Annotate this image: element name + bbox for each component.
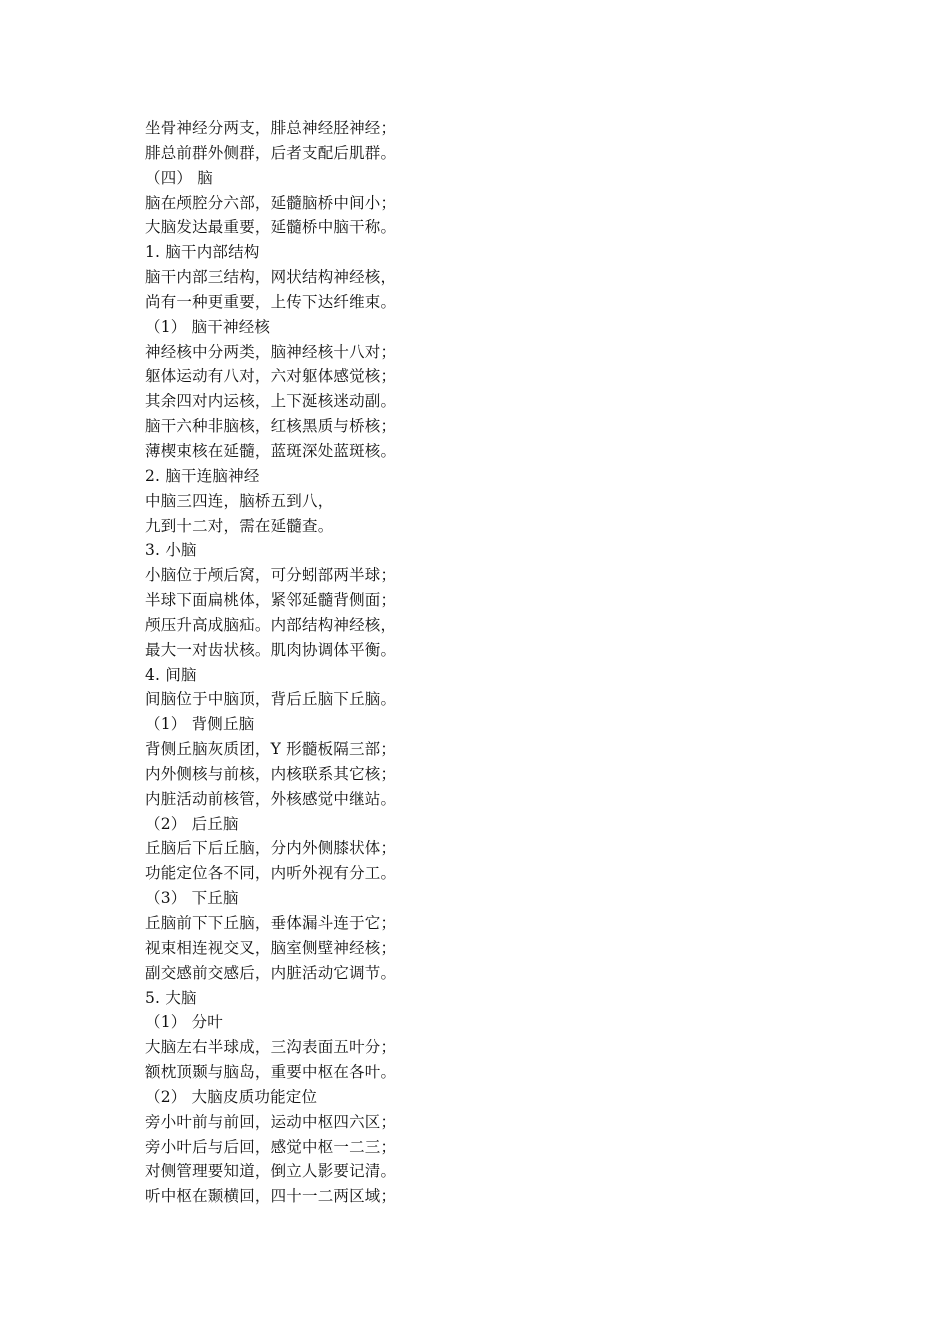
text-line: 4. 间脑	[145, 665, 197, 684]
text-line: 丘脑前下下丘脑，垂体漏斗连于它；	[145, 914, 397, 932]
text-line: 中脑三四连，脑桥五到八，	[145, 491, 334, 510]
document-body	[145, 116, 845, 1209]
text-line: 腓总前群外侧群，后者支配后肌群。	[145, 143, 397, 162]
text-line: 额枕顶颞与脑岛，重要中枢在各叶。	[145, 1063, 397, 1082]
text-line: 1. 脑干内部结构	[145, 243, 260, 262]
text-line: 2. 脑干连脑神经	[145, 466, 260, 485]
text-line: 大脑左右半球成，三沟表面五叶分；	[145, 1038, 397, 1057]
text-line: 对侧管理要知道，倒立人影要记清。	[145, 1162, 397, 1181]
text-line: 躯体运动有八对，六对躯体感觉核；	[145, 367, 397, 386]
text-line: 神经核中分两类，脑神经核十八对；	[145, 342, 397, 361]
text-line: 丘脑后下后丘脑，分内外侧膝状体；	[145, 839, 397, 858]
text-line: 九到十二对，需在延髓查。	[145, 516, 334, 535]
text-line: 其余四对内运核，上下涎核迷动副。	[145, 392, 397, 411]
text-line: （1） 脑干神经核	[145, 317, 271, 336]
text-line: 间脑位于中脑顶，背后丘脑下丘脑。	[145, 690, 397, 709]
text-line: 背侧丘脑灰质团，Y 形髓板隔三部；	[145, 740, 397, 759]
text-line: 听中枢在颞横回，四十一二两区域；	[145, 1187, 397, 1206]
text-line: 坐骨神经分两支，腓总神经胫神经；	[145, 119, 397, 137]
text-line: 内脏活动前核管，外核感觉中继站。	[145, 789, 397, 808]
text-line: 脑干六种非脑核，红核黑质与桥核；	[145, 417, 397, 436]
text-line: 副交感前交感后，内脏活动它调节。	[145, 963, 397, 982]
text-line: 5. 大脑	[145, 988, 197, 1007]
text-line: 视束相连视交叉，脑室侧壁神经核；	[145, 938, 397, 957]
text-line: 小脑位于颅后窝，可分蚓部两半球；	[145, 566, 397, 585]
text-line: 薄楔束核在延髓，蓝斑深处蓝斑核。	[145, 441, 397, 460]
text-line: （1） 背侧丘脑	[145, 715, 255, 734]
text-line: 半球下面扁桃体，紧邻延髓背侧面；	[145, 591, 397, 610]
text-line: （2） 大脑皮质功能定位	[145, 1087, 318, 1106]
text-line: （2） 后丘脑	[145, 814, 239, 833]
text-line: （四） 脑	[145, 168, 213, 187]
text-line: 颅压升高成脑疝。内部结构神经核，	[145, 615, 397, 634]
text-line: （1） 分叶	[145, 1013, 223, 1032]
text-line: 功能定位各不同，内听外视有分工。	[145, 864, 397, 883]
text-line: （3） 下丘脑	[145, 889, 239, 908]
text-line: 内外侧核与前核，内核联系其它核；	[145, 764, 397, 783]
text-line: 脑在颅腔分六部，延髓脑桥中间小；	[145, 193, 397, 212]
text-line: 大脑发达最重要，延髓桥中脑干称。	[145, 218, 397, 237]
text-line: 脑干内部三结构，网状结构神经核，	[145, 268, 397, 287]
text-line: 旁小叶前与前回，运动中枢四六区；	[145, 1112, 397, 1131]
text-line: 尚有一种更重要，上传下达纤维束。	[145, 292, 397, 311]
text-line: 3. 小脑	[145, 541, 197, 560]
text-line: 旁小叶后与后回，感觉中枢一二三；	[145, 1137, 397, 1156]
text-line: 最大一对齿状核。肌肉协调体平衡。	[145, 640, 397, 659]
